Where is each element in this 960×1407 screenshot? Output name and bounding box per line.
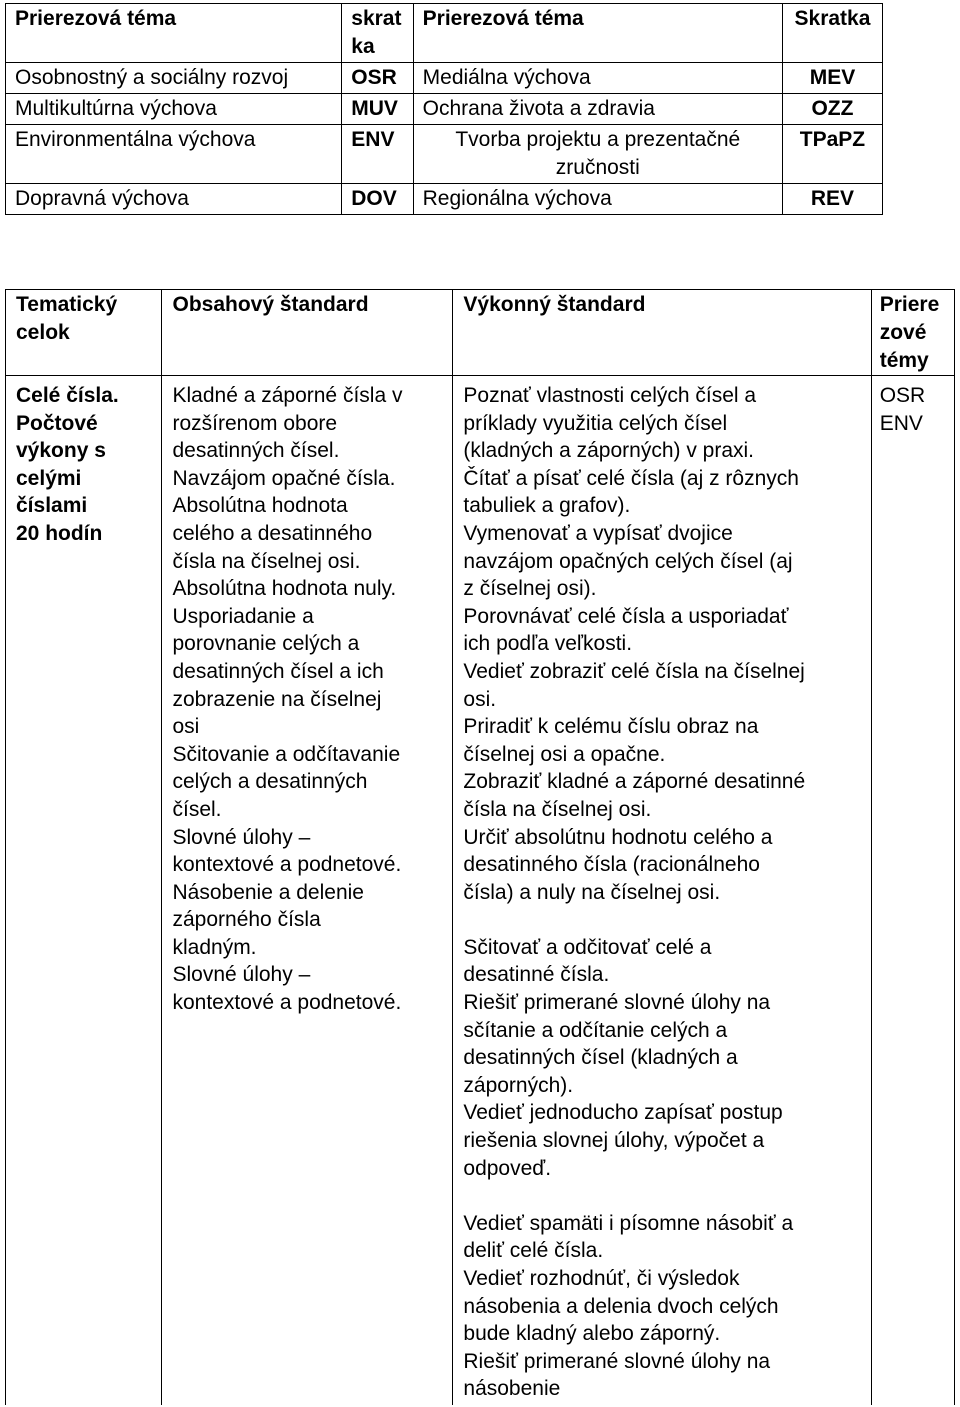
content-standard-line: čísla na číselnej osi. <box>172 549 361 573</box>
performance-standard-line: Priradiť k celému číslu obraz na <box>463 715 759 739</box>
performance-standard-line: čísla) a nuly na číselnej osi. <box>463 880 721 904</box>
content-standard-line: Slovné úlohy – <box>172 825 311 849</box>
unit-line: 20 hodín <box>16 521 103 545</box>
performance-standard-line: Vedieť jednoducho zapísať postup <box>463 1101 783 1125</box>
performance-standard-line: príklady využitia celých čísel <box>463 411 728 435</box>
content-standard-line: Absolútna hodnota nuly. <box>172 577 397 601</box>
curriculum-table <box>5 289 955 1405</box>
content-standard-line: kontextové a podnetové. <box>172 991 402 1015</box>
abbr-header-theme-b: Prierezová téma <box>413 4 782 63</box>
content-standard-line: Sčitovanie a odčítavanie <box>172 742 401 766</box>
abbr-theme-b: Regionálna výchova <box>413 184 782 215</box>
content-standard-line: kontextové a podnetové. <box>172 853 402 877</box>
abbr-code-a: MUV <box>342 94 413 125</box>
theme-lines <box>880 382 950 437</box>
performance-standard-line: Riešiť primerané slovné úlohy na <box>463 991 771 1015</box>
paragraph-gap <box>463 906 862 934</box>
unit-line: Celé čísla. <box>16 384 119 407</box>
performance-standard-line: odpoveď. <box>463 1156 552 1180</box>
content-standard-line: záporného čísla <box>172 908 321 932</box>
content-standard-line: desatinných čísel. <box>172 439 340 463</box>
abbr-row <box>6 184 883 215</box>
abbr-code-b: TPaPZ <box>782 125 882 184</box>
abbr-theme-a: Dopravná výchova <box>6 184 342 215</box>
content-standard-line: porovnanie celých a <box>172 632 360 656</box>
abbr-theme-b: Mediálna výchova <box>413 63 782 94</box>
performance-standard-line: Poznať vlastnosti celých čísel a <box>463 384 757 407</box>
performance-standard-line: čísla na číselnej osi. <box>463 797 652 821</box>
header-themes: Priere zové témy <box>871 290 954 376</box>
performance-standard-line: Určiť absolútnu hodnotu celého a <box>463 825 773 849</box>
unit-line: celými <box>16 466 82 490</box>
performance-standard-line: bude kladný alebo záporný. <box>463 1322 721 1346</box>
themes-cell <box>871 376 954 1405</box>
content-standard-line: Násobenie a delenie <box>172 880 364 904</box>
content-standard-line: kladným. <box>172 935 257 959</box>
content-standard-line: celých a desatinných <box>172 770 368 794</box>
performance-standard-line: sčítanie a odčítanie celých a <box>463 1018 728 1042</box>
content-standard-line: osi <box>172 715 200 739</box>
performance-standard-line: Porovnávať celé čísla a usporiadať <box>463 604 789 628</box>
theme-code: ENV <box>879 411 923 435</box>
header-unit: Tematický celok <box>6 290 162 376</box>
curriculum-header-row <box>6 290 955 376</box>
performance-standard-lines <box>463 382 862 1403</box>
unit-cell <box>6 376 162 1405</box>
abbr-theme-b: Tvorba projektu a prezentačné zručnosti <box>413 125 782 184</box>
performance-standard-line: navzájom opačných celých čísel (aj <box>463 549 793 573</box>
content-standard-cell <box>162 376 453 1405</box>
content-standard-line: desatinných čísel a ich <box>172 659 384 683</box>
performance-standard-line: násobenia a delenia dvoch celých <box>463 1294 779 1318</box>
cross-curricular-themes-table <box>5 3 883 215</box>
performance-standard-line: Zobraziť kladné a záporné desatinné <box>463 770 806 794</box>
abbr-row <box>6 94 883 125</box>
performance-standard-line: Vedieť spamäti i písomne násobiť a <box>463 1211 794 1235</box>
performance-standard-line: Čítať a písať celé čísla (aj z rôznych <box>463 466 799 490</box>
content-standard-line: celého a desatinného <box>172 521 373 545</box>
content-standard-lines <box>172 382 444 1017</box>
paragraph-gap <box>463 1182 862 1210</box>
performance-standard-cell <box>453 376 871 1405</box>
performance-standard-line: Vedieť rozhodnúť, či výsledok <box>463 1267 740 1290</box>
abbr-code-a: OSR <box>342 63 413 94</box>
performance-standard-line: deliť celé čísla. <box>463 1239 604 1263</box>
content-standard-line: rozšírenom obore <box>172 411 338 435</box>
content-standard-line: Kladné a záporné čísla v <box>172 384 403 407</box>
theme-code: OSR <box>879 384 926 407</box>
performance-standard-line: riešenia slovnej úlohy, výpočet a <box>463 1129 765 1153</box>
performance-standard-line: desatinných čísel (kladných a <box>463 1046 738 1070</box>
performance-standard-line: osi. <box>463 687 497 711</box>
performance-standard-line: z číselnej osi). <box>463 577 597 601</box>
performance-standard-line: číselnej osi a opačne. <box>463 742 666 766</box>
abbr-code-a: DOV <box>342 184 413 215</box>
content-standard-line: Navzájom opačné čísla. <box>172 466 396 490</box>
performance-standard-line: Vymenovať a vypísať dvojice <box>463 521 733 545</box>
performance-standard-line: Vedieť zobraziť celé čísla na číselnej <box>463 659 805 683</box>
unit-line: číslami <box>16 494 88 518</box>
abbr-theme-a: Osobnostný a sociálny rozvoj <box>6 63 342 94</box>
performance-standard-line: (kladných a záporných) v praxi. <box>463 439 755 463</box>
abbr-header-theme-a: Prierezová téma <box>6 4 342 63</box>
abbr-code-a: ENV <box>342 125 413 184</box>
abbr-theme-b: Ochrana života a zdravia <box>413 94 782 125</box>
performance-standard-line: ich podľa veľkosti. <box>463 632 633 656</box>
performance-standard-line: desatinné čísla. <box>463 963 610 987</box>
content-standard-line: zobrazenie na číselnej <box>172 687 382 711</box>
content-standard-line: čísel. <box>172 797 222 821</box>
content-standard-line: Absolútna hodnota <box>172 494 348 518</box>
performance-standard-line: Sčitovať a odčitovať celé a <box>463 935 712 959</box>
abbr-theme-a: Environmentálna výchova <box>6 125 342 184</box>
performance-standard-line: násobenie <box>463 1377 561 1401</box>
abbr-theme-a: Multikultúrna výchova <box>6 94 342 125</box>
abbr-header-abbr-a: skrat ka <box>342 4 413 63</box>
performance-standard-line: záporných). <box>463 1073 574 1097</box>
abbr-code-b: OZZ <box>782 94 882 125</box>
unit-line: Počtové <box>16 411 98 435</box>
abbr-row <box>6 125 883 184</box>
content-standard-line: Slovné úlohy – <box>172 963 311 987</box>
unit-lines <box>16 382 153 548</box>
content-standard-line: Usporiadanie a <box>172 604 314 628</box>
header-content-standard: Obsahový štandard <box>162 290 453 376</box>
curriculum-row <box>6 376 955 1405</box>
abbr-code-b: MEV <box>782 63 882 94</box>
unit-line: výkony s <box>16 439 106 463</box>
performance-standard-line: Riešiť primerané slovné úlohy na <box>463 1349 771 1373</box>
abbr-code-b: REV <box>782 184 882 215</box>
header-performance-standard: Výkonný štandard <box>453 290 871 376</box>
abbr-header-row <box>6 4 883 63</box>
abbr-row <box>6 63 883 94</box>
performance-standard-line: desatinného čísla (racionálneho <box>463 853 760 877</box>
performance-standard-line: tabuliek a grafov). <box>463 494 631 518</box>
abbr-header-abbr-b: Skratka <box>782 4 882 63</box>
